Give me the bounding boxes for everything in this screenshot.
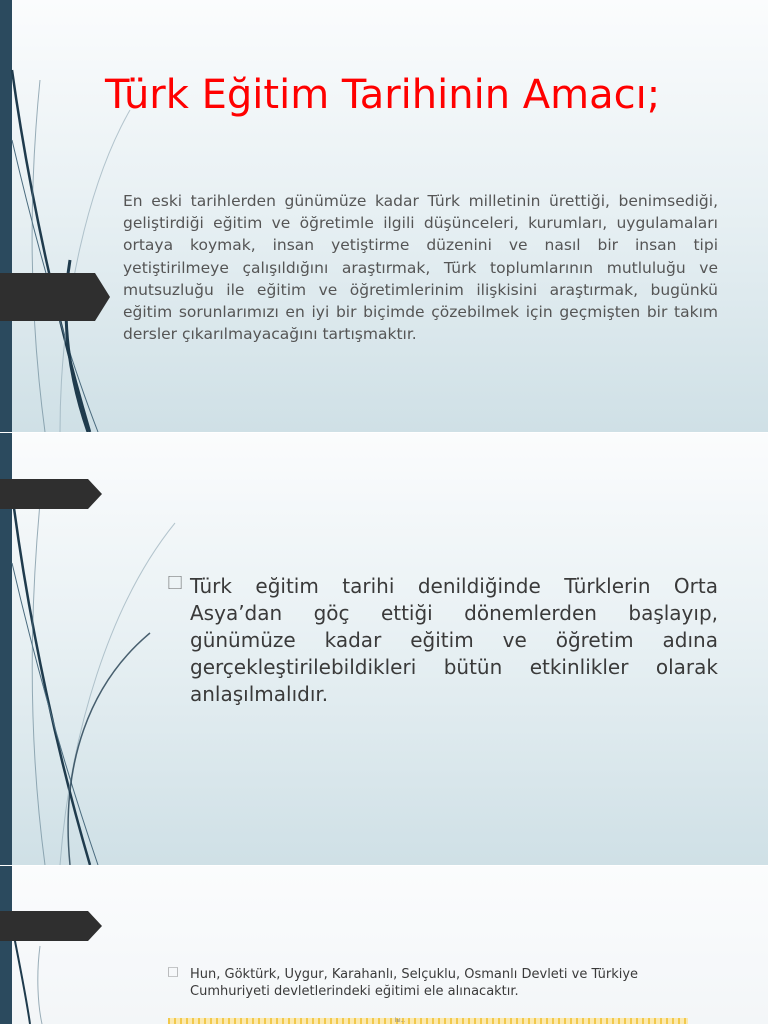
slide-2 <box>0 433 768 865</box>
footer-caption: İsl... <box>395 1018 406 1024</box>
tab-arrow-icon <box>0 911 102 941</box>
bullet-text: Hun, Göktürk, Uygur, Karahanlı, Selçuklu, Osmanlı Devleti ve Türkiye Cumhuriyeti devletlerindeki eğitimi ele alınacaktır. <box>190 967 639 999</box>
bullet-marker: ⃞ <box>168 968 178 979</box>
slide-body-text: En eski tarihlerden günümüze kadar Türk milletinin ürettiği, benimsediği, geliştirdiği eğitim ve öğretimle ilgili düşünceleri, kurumları, uygulamaları ortaya koymak, insan yetiştirme düzenini ve nasıl bir insan tipi yetiştirilmeye çalışıldığını araştırmak, Türk toplumlarının mutluluğu ve mutsuzluğu ile eğitim ve öğretimlerinim ilişkisini araştırmak, bugünkü eğitim sorunlarımızı en iyi bir biçimde çözebilmek için geçmişten bir takım dersler çıkarılmayacağını tartışmaktır. <box>123 192 718 344</box>
decorative-swoosh-icon <box>0 0 140 432</box>
slide-1 <box>0 0 768 432</box>
tab-arrow-icon <box>0 479 102 509</box>
slide-3 <box>0 866 768 1024</box>
slide-title: Türk Eğitim Tarihinin Amacı; <box>105 72 661 118</box>
footer-strip <box>168 1018 688 1024</box>
bullet-item <box>168 966 718 1000</box>
bullet-marker: ⃞ <box>168 576 182 592</box>
decorative-swoosh-icon <box>0 866 140 1024</box>
tab-arrow-icon <box>0 273 110 321</box>
bullet-item <box>168 573 718 708</box>
bullet-text: Türk eğitim tarihi denildiğinde Türklerin Orta Asya’dan göç ettiği dönemlerden başlayıp, günümüze kadar eğitim ve öğretim adına gerçekleştirilebildikleri bütün etkinlikler olarak anlaşılmalıdır. <box>190 574 718 706</box>
